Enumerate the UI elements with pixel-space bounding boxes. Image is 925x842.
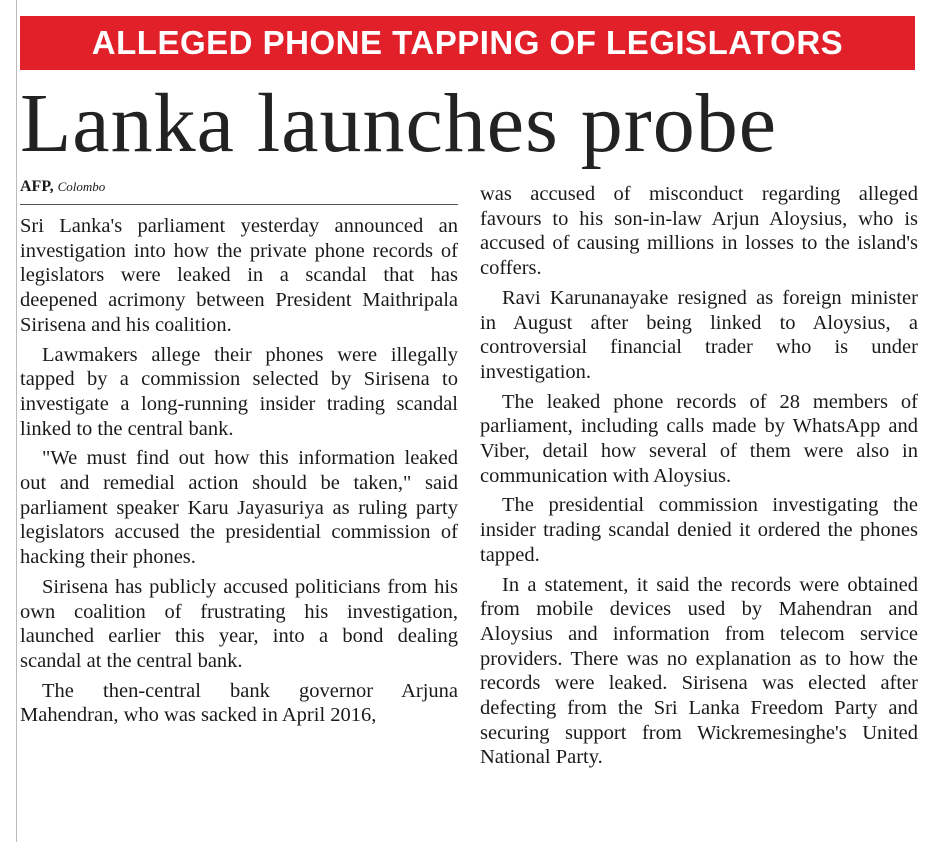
kicker-text: ALLEGED PHONE TAPPING OF LEGISLATORS: [91, 24, 844, 61]
byline-place: Colombo: [57, 179, 106, 194]
article-column-right: [480, 182, 918, 775]
paragraph: In a statement, it said the records were obtained from mobile devices used by Mahendran and Aloysius and information from telecom service providers. There was no explanation as to how the records were leaked. Sirisena was elected after defecting from the Sri Lanka Freedom Party and securing support from Wickremesinghe's United National Party.: [480, 573, 918, 769]
article-column-left: [20, 176, 458, 733]
paragraph: Lawmakers allege their phones were illegally tapped by a commission selected by Sirisena to investigate a long-running insider trading scandal linked to the central bank.: [20, 343, 458, 440]
paragraph: Sri Lanka's parliament yesterday announced an investigation into how the private phone records of legislators were leaked in a scandal that has deepened acrimony between President Maithripala Sirisena and his coalition.: [20, 215, 458, 336]
paragraph: Sirisena has publicly accused politicians from his own coalition of frustrating his investigation, launched earlier this year, into a bond dealing scandal at the central bank.: [20, 575, 458, 672]
paragraph: The leaked phone records of 28 members of parliament, including calls made by WhatsApp and Viber, detail how several of them were also in communication with Aloysius.: [480, 390, 918, 487]
paragraph: Ravi Karunanayake resigned as foreign minister in August after being linked to Aloysius, a controversial financial trader who is under investigation.: [480, 286, 918, 383]
byline: [20, 176, 458, 205]
paragraph: The then-central bank governor Arjuna Mahendran, who was sacked in April 2016,: [20, 679, 458, 727]
kicker-banner: [20, 16, 915, 70]
headline: Lanka launches probe: [20, 77, 778, 170]
paragraph: The presidential commission investigating the insider trading scandal denied it ordered the phones tapped.: [480, 494, 918, 566]
paragraph: "We must find out how this information leaked out and remedial action should be taken," said parliament speaker Karu Jayasuriya as ruling party legislators accused the presidential commission of hacking their phones.: [20, 447, 458, 569]
paragraph: was accused of misconduct regarding alleged favours to his son-in-law Arjun Aloysius, who is accused of causing millions in losses to the island's coffers.: [480, 183, 918, 280]
byline-agency: AFP,: [20, 178, 54, 195]
column-rule: [16, 0, 17, 842]
